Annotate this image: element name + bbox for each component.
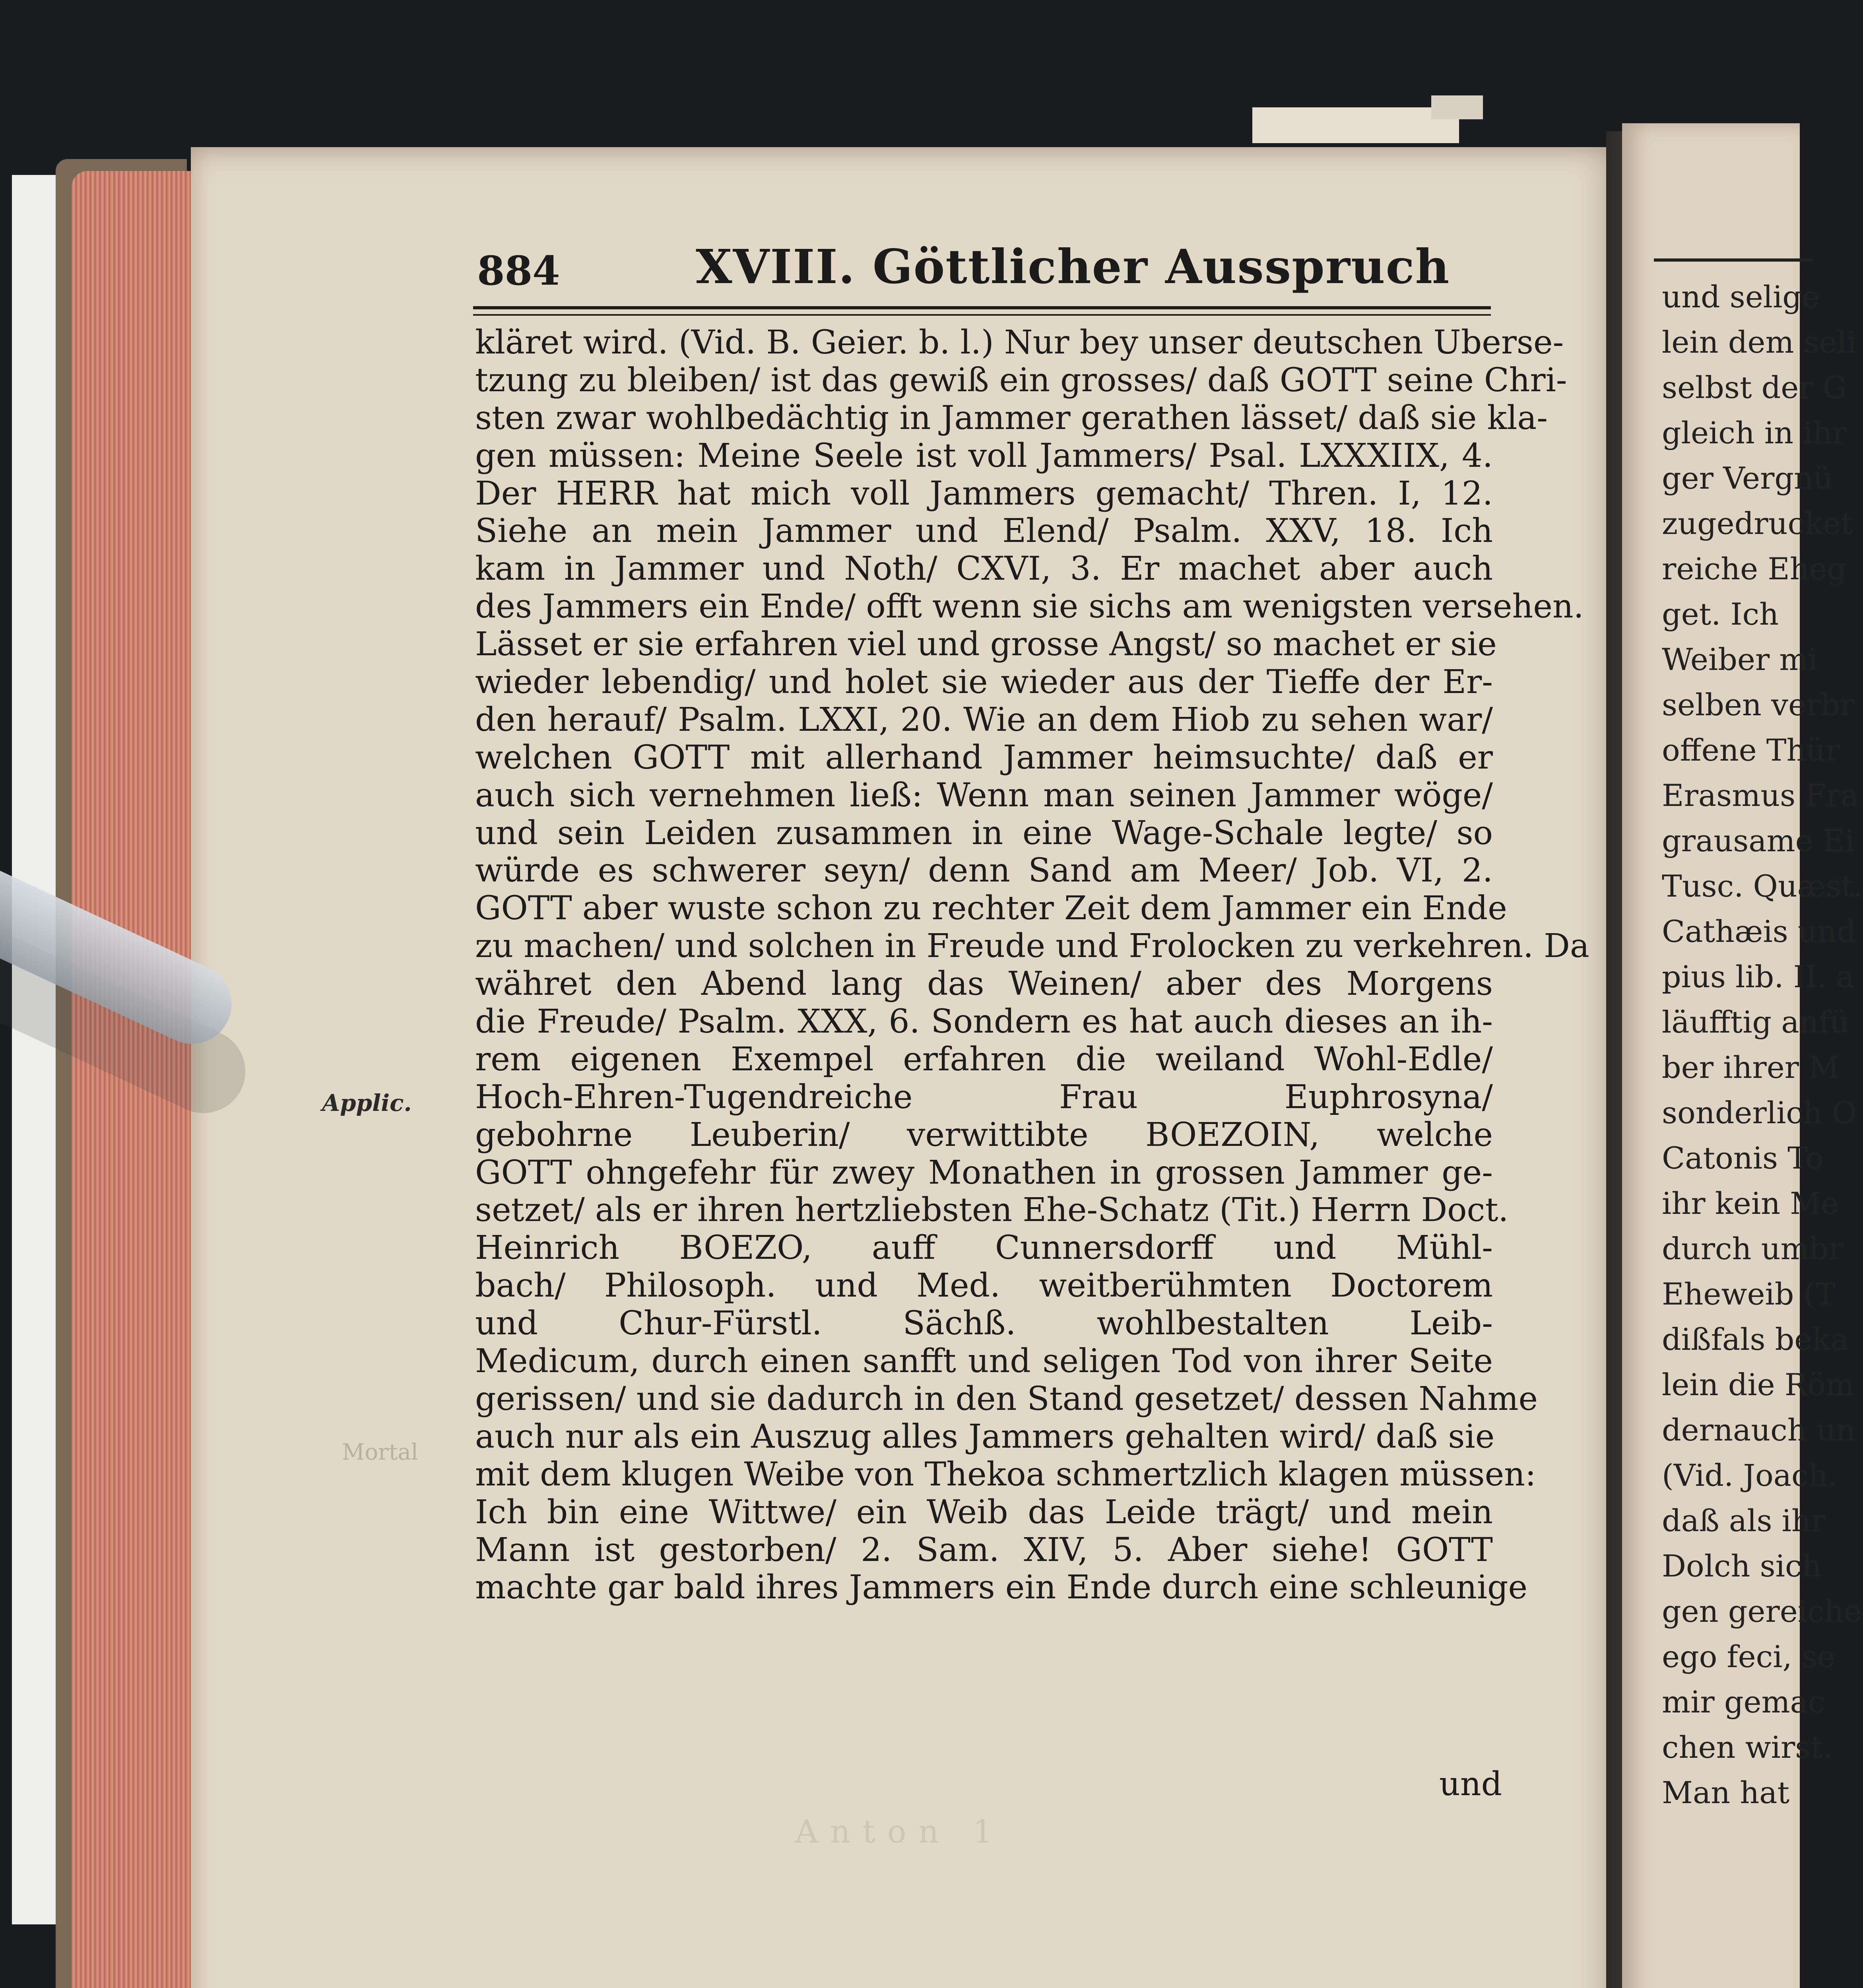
right-page-line: sonderlich O bbox=[1662, 1095, 1857, 1130]
right-page-line: Catonis To bbox=[1662, 1140, 1824, 1176]
text-line: wieder lebendig/ und holet sie wieder aus der Tieffe der Er- bbox=[475, 663, 1493, 701]
right-page-line: grausame Ei bbox=[1662, 823, 1855, 858]
text-line: Ich bin eine Wittwe/ ein Weib das Leide trägt/ und mein bbox=[475, 1493, 1493, 1531]
right-page-line: ego feci, se bbox=[1662, 1639, 1835, 1674]
text-line: Lässet er sie erfahren viel und grosse Angst/ so machet er sie bbox=[475, 625, 1497, 664]
text-line: machte gar bald ihres Jammers ein Ende durch eine schleunige bbox=[475, 1569, 1528, 1607]
right-page-line: zugedrucket bbox=[1662, 506, 1853, 541]
right-page-line: offene Thür bbox=[1662, 732, 1840, 768]
text-line: Siehe an mein Jammer und Elend/ Psalm. XXV, 18. Ich bbox=[475, 512, 1493, 550]
text-line: kläret wird. (Vid. B. Geier. b. l.) Nur bey unser deutschen Uberse- bbox=[475, 324, 1564, 361]
right-page-line: und selige bbox=[1662, 279, 1820, 315]
text-line: auch sich vernehmen ließ: Wenn man seinen Jammer wöge/ bbox=[475, 776, 1493, 814]
right-page-line: Weiber mi bbox=[1662, 642, 1818, 677]
right-page-line: dernauch un bbox=[1662, 1412, 1855, 1448]
right-page-line: durch umbr bbox=[1662, 1231, 1843, 1266]
right-page-line: ger Vergnü bbox=[1662, 460, 1833, 496]
right-page-line: ber ihrer M bbox=[1662, 1050, 1840, 1085]
text-line: währet den Abend lang das Weinen/ aber des Morgens bbox=[475, 965, 1493, 1003]
text-line: den herauf/ Psalm. LXXI, 20. Wie an dem Hiob zu sehen war/ bbox=[475, 701, 1493, 739]
margin-note: Applic. bbox=[322, 1089, 412, 1116]
header-rule bbox=[473, 306, 1491, 309]
paper-slip bbox=[1252, 107, 1459, 143]
catch-word: und bbox=[1439, 1765, 1502, 1803]
text-line: rem eigenen Exempel erfahren die weiland Wohl-Edle/ bbox=[475, 1040, 1493, 1078]
right-page-line: reiche Eheg bbox=[1662, 551, 1847, 586]
text-line: Der HERR hat mich voll Jammers gemacht/ Thren. I, 12. bbox=[475, 474, 1493, 513]
right-page-line: Dolch sich bbox=[1662, 1548, 1822, 1584]
text-line: kam in Jammer und Noth/ CXVI, 3. Er machet aber auch bbox=[475, 550, 1493, 588]
right-page-line: Man hat bbox=[1662, 1775, 1790, 1810]
text-line: und Chur-Fürstl. Sächß. wohlbestalten Leib- bbox=[475, 1305, 1493, 1343]
text-line: Heinrich BOEZO, auff Cunnersdorff und Mühl- bbox=[475, 1229, 1493, 1267]
right-page-line: mir gemac bbox=[1662, 1684, 1825, 1720]
text-line: Medicum, durch einen sanfft und seligen Tod von ihrer Seite bbox=[475, 1342, 1493, 1380]
text-line: sten zwar wohlbedächtig in Jammer gerathen lässet/ daß sie kla- bbox=[475, 399, 1548, 437]
right-page-line: Cathæis und bbox=[1662, 914, 1856, 949]
right-page-line: pius lib. II. a bbox=[1662, 959, 1855, 994]
text-line: setzet/ als er ihren hertzliebsten Ehe-Schatz (Tit.) Herrn Doct. bbox=[475, 1191, 1509, 1229]
right-page-text bbox=[1662, 274, 1863, 1815]
paper-slip-small bbox=[1431, 95, 1483, 119]
right-page-rule bbox=[1654, 258, 1813, 262]
text-line: Mann ist gestorben/ 2. Sam. XIV, 5. Aber siehe! GOTT bbox=[475, 1531, 1493, 1569]
text-line: GOTT ohngefehr für zwey Monathen in grossen Jammer ge- bbox=[475, 1153, 1493, 1192]
text-line: zu machen/ und solchen in Freude und Frolocken zu verkehren. Da bbox=[475, 927, 1589, 965]
bleed-through-text: Anton 1 bbox=[795, 1813, 1005, 1850]
text-line: bach/ Philosoph. und Med. weitberühmten Doctorem bbox=[475, 1267, 1493, 1305]
right-page-line: daß als ihr bbox=[1662, 1503, 1826, 1538]
right-page bbox=[1622, 123, 1863, 1988]
right-page-line: dißfals beka bbox=[1662, 1322, 1849, 1357]
right-page-line: lein dem seli bbox=[1662, 324, 1857, 360]
text-line: und sein Leiden zusammen in eine Wage-Schale legte/ so bbox=[475, 814, 1493, 852]
text-line: GOTT aber wuste schon zu rechter Zeit dem Jammer ein Ende bbox=[475, 889, 1507, 928]
page-number: 884 bbox=[477, 247, 560, 294]
body-text bbox=[475, 324, 1589, 1607]
right-page-line: Tusc. Quæst. bbox=[1662, 868, 1863, 904]
text-line: auch nur als ein Auszug alles Jammers gehalten wird/ daß sie bbox=[475, 1417, 1495, 1456]
right-page-line: ihr kein Me bbox=[1662, 1186, 1839, 1221]
right-page-line: get. Ich bbox=[1662, 596, 1779, 632]
bleed-through-note: Mortal bbox=[342, 1439, 418, 1465]
text-line: mit dem klugen Weibe von Thekoa schmertzlich klagen müssen: bbox=[475, 1455, 1536, 1493]
right-page-line: Eheweib (T bbox=[1662, 1276, 1836, 1312]
text-line: würde es schwerer seyn/ denn Sand am Meer/ Job. VI, 2. bbox=[475, 852, 1493, 890]
running-head: XVIII. Göttlicher Ausspruch bbox=[696, 239, 1450, 294]
right-page-line: Erasmus Fra bbox=[1662, 778, 1859, 813]
right-page-line: selben verbr bbox=[1662, 687, 1855, 722]
text-line: gen müssen: Meine Seele ist voll Jammers/ Psal. LXXXIIX, 4. bbox=[475, 437, 1493, 475]
right-page-line: lein die Röm bbox=[1662, 1367, 1854, 1402]
text-line: des Jammers ein Ende/ offt wenn sie sichs am wenigsten versehen. bbox=[475, 588, 1584, 626]
text-line: tzung zu bleiben/ ist das gewiß ein grosses/ daß GOTT seine Chri- bbox=[475, 361, 1567, 399]
right-page-line: chen wirst. bbox=[1662, 1730, 1832, 1765]
text-line: gerissen/ und sie dadurch in den Stand gesetzet/ dessen Nahme bbox=[475, 1380, 1538, 1418]
text-line: welchen GOTT mit allerhand Jammer heimsuchte/ daß er bbox=[475, 738, 1493, 777]
header-rule-thin bbox=[473, 314, 1491, 316]
right-page-line: gleich in ihr bbox=[1662, 415, 1847, 450]
right-page-line: läufftig anfü bbox=[1662, 1004, 1849, 1040]
text-line: gebohrne Leuberin/ verwittibte BOEZOIN, welche bbox=[475, 1116, 1493, 1154]
right-page-line: gen gereiche bbox=[1662, 1594, 1862, 1629]
text-line: die Freude/ Psalm. XXX, 6. Sondern es hat auch dieses an ih- bbox=[475, 1003, 1493, 1041]
text-line: Hoch-Ehren-Tugendreiche Frau Euphrosyna/ bbox=[475, 1078, 1493, 1116]
page-header bbox=[473, 239, 1499, 302]
right-page-line: selbst der G bbox=[1662, 370, 1847, 405]
right-page-line: (Vid. Joach. bbox=[1662, 1458, 1838, 1493]
